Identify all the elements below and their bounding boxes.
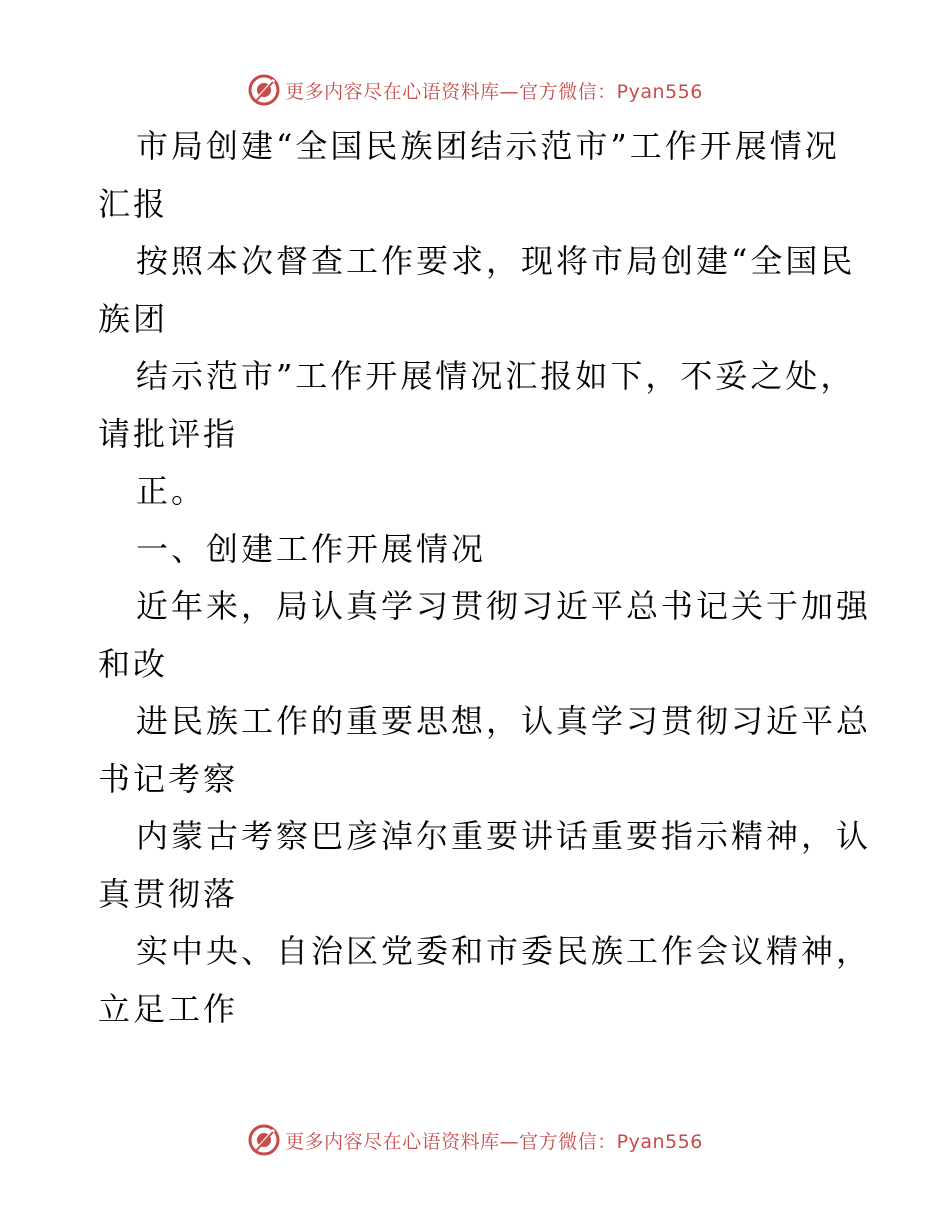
- red-pen-seal-icon: [247, 1123, 281, 1157]
- document-line: 书记考察: [98, 759, 239, 798]
- red-pen-seal-icon: [247, 73, 281, 107]
- document-line: 进民族工作的重要思想，认真学习贯彻习近平总: [136, 702, 872, 740]
- document-line: 和改: [98, 644, 169, 683]
- document-line: 市局创建“全国民族团结示范市”工作开展情况: [136, 127, 840, 165]
- document-line: 实中央、自治区党委和市委民族工作会议精神，: [136, 932, 872, 970]
- banner-text: 更多内容尽在心语资料库—官方微信：Pyan556: [285, 80, 703, 103]
- document-line: 请批评指: [98, 414, 239, 453]
- document-line: 真贯彻落: [98, 874, 239, 913]
- document-line: 汇报: [98, 184, 169, 223]
- document-line: 结示范市”工作开展情况汇报如下，不妥之处，: [136, 357, 856, 395]
- footer-watermark-banner: [0, 1120, 950, 1160]
- document-body: [98, 118, 872, 1038]
- header-watermark-banner: [0, 70, 950, 110]
- document-line: 内蒙古考察巴彦淖尔重要讲话重要指示精神，认: [136, 817, 872, 855]
- section-heading: 一、创建工作开展情况: [136, 529, 487, 568]
- document-line: 正。: [136, 472, 207, 510]
- document-line: 族团: [98, 299, 169, 338]
- document-line: 立足工作: [98, 989, 239, 1028]
- banner-text: 更多内容尽在心语资料库—官方微信：Pyan556: [285, 1130, 703, 1153]
- document-line: 近年来，局认真学习贯彻习近平总书记关于加强: [136, 587, 872, 625]
- document-line: 按照本次督查工作要求，现将市局创建“全国民: [136, 242, 856, 280]
